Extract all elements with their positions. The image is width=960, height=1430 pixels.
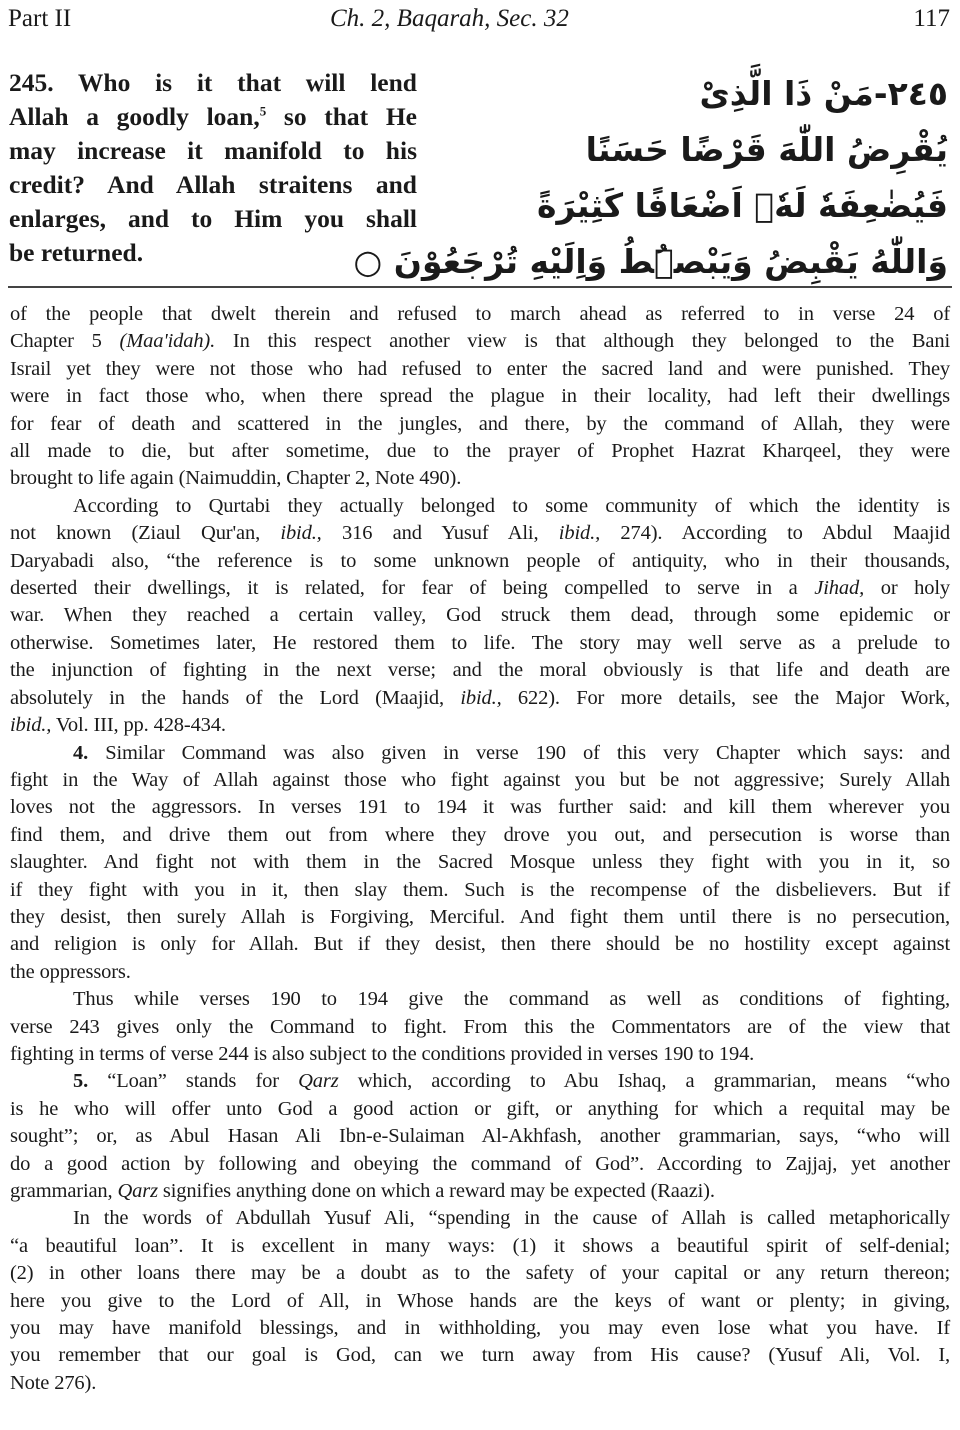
body-line <box>10 959 950 986</box>
body-text: sought”; or, as Abul Hasan Ali Ibn-e-Sulaiman Al-Akhfash, another grammarian, says, “who will <box>10 1125 950 1148</box>
body-text: the oppressors. <box>10 960 131 983</box>
italic-text: Qarz <box>298 1070 339 1093</box>
body-text: the injunction of fighting in the next verse; and the moral obviously is that life and death are <box>10 659 950 682</box>
body-text: not known (Ziaul Qur'an, <box>10 522 281 545</box>
body-text: 274). According to Abdul Maajid <box>600 522 950 545</box>
body-line <box>10 986 950 1013</box>
body-text: all made to die, but after sometime, due to the prayer of Prophet Hazrat Kharqeel, they were <box>10 440 950 463</box>
arabic-line: وَاللّٰهُ يَقْبِضُ وَيَبْصُۜطُ وَاِلَيْهِ تُرْجَعُوْنَ ○ <box>353 242 948 281</box>
body-text: verse 243 gives only the Command to fight. From this the Commentators are of the view that <box>10 1015 950 1038</box>
body-line <box>10 1151 950 1178</box>
italic-text: Qarz <box>117 1180 158 1202</box>
body-text: they desist, then surely Allah is Forgiving, Merciful. And fight them until there is no persecution, <box>10 905 950 928</box>
body-line <box>10 1233 950 1260</box>
body-text: do a good action by following and obeying the command of God”. According to Zajjaj, yet another <box>10 1152 950 1175</box>
page-number: 117 <box>913 5 950 32</box>
italic-text: ibid., <box>10 714 52 737</box>
body-text: In the words of Abdullah Yusuf Ali, “spending in the cause of Allah is called metaphorically <box>73 1207 950 1230</box>
verse-line-text: so that He <box>266 102 417 131</box>
note-number: 4. <box>73 741 89 764</box>
arabic-line: فَيُضٰعِفَهٗ لَهٗۤ اَضْعَافًا كَثِيْرَةً <box>536 186 948 225</box>
body-text: Note 276). <box>10 1371 97 1394</box>
body-text: “a beautiful loan”. It is excellent in many ways: (1) it shows a beautiful spirit of self-denial; <box>10 1234 950 1257</box>
body-text: or holy <box>864 577 950 600</box>
running-header-chapter: Ch. 2, Baqarah, Sec. 32 <box>330 5 569 32</box>
body-line <box>10 1260 950 1287</box>
body-text: war. When they reached a certain valley, God struck them dead, through some epidemic or <box>10 604 950 627</box>
body-line <box>10 493 950 520</box>
footnote-ref: 5 <box>259 103 267 119</box>
body-text: “Loan” stands for <box>88 1070 299 1093</box>
italic-text: ibid., <box>460 686 502 709</box>
body-text: 622). For more details, see the Major Work, <box>501 686 950 709</box>
body-text: of the people that dwelt therein and refused to march ahead as referred to in verse 24 of <box>10 303 950 325</box>
body-text: were in fact those who, when there spread the plague in their locality, had left their dwellings <box>10 385 950 408</box>
verse-line: 245. Who is it that will lend <box>9 68 417 97</box>
verse-line-text: Allah a goodly loan, <box>9 102 260 131</box>
italic-text: Jihad, <box>814 577 865 600</box>
verse-line <box>9 100 417 134</box>
body-line <box>10 1315 950 1342</box>
body-text: deserted their dwellings, it is related, for fear of being compelled to serve in a <box>10 577 815 600</box>
body-text: here you give to the Lord of All, in Whose hands are the keys of want or plenty; in giving, <box>10 1289 950 1312</box>
body-line <box>10 328 950 355</box>
body-text: grammarian, <box>10 1180 118 1202</box>
body-text: absolutely in the hands of the Lord (Maajid, <box>10 686 461 709</box>
body-line <box>10 877 950 904</box>
body-text: brought to life again (Naimuddin, Chapter 2, Note 490). <box>10 467 462 490</box>
body-text: slaughter. And fight not with them in the Sacred Mosque unless they fight with you in it, so <box>10 851 950 874</box>
body-line <box>10 1068 950 1095</box>
divider-rule <box>8 286 952 288</box>
italic-text: (Maa'idah). <box>119 330 216 353</box>
body-line <box>10 740 950 767</box>
body-line <box>10 411 950 438</box>
body-line <box>10 685 950 712</box>
verse-line: be returned. <box>9 238 144 267</box>
body-text: otherwise. Sometimes later, He restored them to life. The story may well serve as a prelude to <box>10 631 950 654</box>
body-line <box>10 465 950 492</box>
body-line <box>10 602 950 629</box>
verse-line: enlarges, and to Him you shall <box>9 204 417 233</box>
body-line <box>10 1370 950 1397</box>
body-text: find them, and drive them out from where they drove you out, and persecution is worse than <box>10 823 950 846</box>
body-line <box>10 1014 950 1041</box>
body-text: you remember that our goal is God, can we turn away from His cause? (Yusuf Ali, Vol. I, <box>10 1344 950 1367</box>
body-text: for fear of death and scattered in the jungles, and there, by the command of Allah, they were <box>10 412 950 435</box>
running-header-part: Part II <box>8 5 72 32</box>
body-text: According to Qurtabi they actually belonged to some community of which the identity is <box>73 494 950 517</box>
body-line <box>10 301 950 328</box>
arabic-line: يُقْرِضُ اللّٰهَ قَرْضًا حَسَنًا <box>585 130 948 169</box>
body-line <box>10 356 950 383</box>
body-line <box>10 630 950 657</box>
body-line <box>10 712 950 739</box>
body-text: loves not the aggressors. In verses 191 to 194 it was further said: and kill them wherever you <box>10 796 950 819</box>
body-line <box>10 1342 950 1369</box>
body-text: fight in the Way of Allah against those who fight against you but be not aggressive; Surely Allah <box>10 768 950 791</box>
body-line <box>10 575 950 602</box>
body-text: 316 and Yusuf Ali, <box>321 522 559 545</box>
verse-line: credit? And Allah straitens and <box>9 170 417 199</box>
body-text: which, according to Abu Ishaq, a grammarian, means “who <box>338 1070 951 1093</box>
arabic-line: ٢٤٥-مَنْ ذَا الَّذِىْ <box>699 74 948 113</box>
body-text: you may have manifold blessings, and in withholding, you may even lose what you have. If <box>10 1317 950 1340</box>
body-line <box>10 548 950 575</box>
body-text: and religion is only for Allah. But if they desist, then there should be no hostility except against <box>10 933 950 956</box>
body-text: Daryabadi also, “the reference is to some unknown people of antiquity, who in their thousands, <box>10 549 950 572</box>
body-line <box>10 849 950 876</box>
body-text: Chapter 5 <box>10 330 120 353</box>
body-text: Similar Command was also given in verse 190 of this very Chapter which says: and <box>88 741 950 764</box>
body-line <box>10 794 950 821</box>
body-text: In this respect another view is that although they belonged to the Bani <box>215 330 950 353</box>
body-text: Thus while verses 190 to 194 give the command as well as conditions of fighting, <box>73 988 950 1011</box>
italic-text: ibid., <box>558 522 601 545</box>
body-line <box>10 520 950 547</box>
body-line <box>10 904 950 931</box>
body-line <box>10 1123 950 1150</box>
body-line <box>10 657 950 684</box>
body-line <box>10 1288 950 1315</box>
body-text: Vol. III, pp. 428-434. <box>51 714 226 737</box>
body-text: fighting in terms of verse 244 is also subject to the conditions provided in verses 190 to 194. <box>10 1042 755 1065</box>
verse-arabic <box>353 66 948 290</box>
body-line <box>10 438 950 465</box>
body-line <box>10 1041 950 1068</box>
body-line <box>10 822 950 849</box>
body-text: if they fight with you in it, then slay them. Such is the recompense of the disbelievers. But if <box>10 878 950 901</box>
body-line <box>10 767 950 794</box>
body-line <box>10 931 950 958</box>
body-line <box>10 1178 950 1205</box>
body-line <box>10 1096 950 1123</box>
body-text: Israil yet they were not those who had refused to enter the sacred land and were punished. They <box>10 357 950 380</box>
body-line <box>10 1205 950 1232</box>
body-text: is he who will offer unto God a good action or gift, or anything for which a requital may be <box>10 1097 950 1120</box>
body-text: (2) in other loans there may be a doubt as to the safety of your capital or any return thereon; <box>10 1262 950 1285</box>
italic-text: ibid., <box>280 522 322 545</box>
body-text: signifies anything done on which a reward may be expected (Raazi). <box>157 1180 715 1202</box>
note-number: 5. <box>73 1070 89 1093</box>
body-line <box>10 383 950 410</box>
commentary-body <box>10 301 950 1397</box>
verse-line: may increase it manifold to his <box>9 136 417 165</box>
